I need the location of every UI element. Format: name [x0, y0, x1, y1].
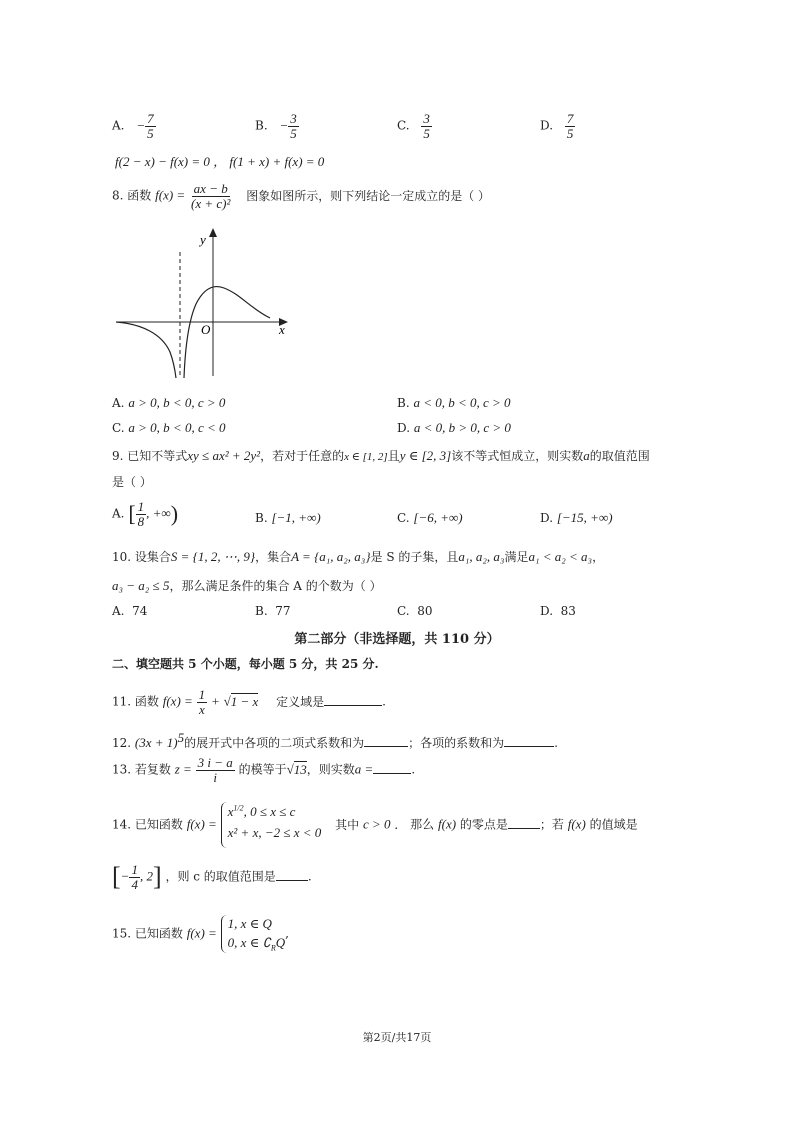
q10-stem-line2: a₃ − a₂ ≤ 5，那么满足条件的集合 A 的个数为（ ）: [112, 578, 382, 593]
sqrt-sign-icon: √: [286, 761, 294, 777]
right-branch-curve: [184, 287, 270, 378]
q10-option-c: C. 80: [397, 604, 433, 618]
y-axis-arrow-icon: [209, 228, 217, 237]
sqrt-sign-icon: √: [223, 693, 231, 709]
q11-answer-blank[interactable]: [324, 693, 382, 706]
piecewise-brace: 1, x ∈ Q 0, x ∈ $∁_RQ$: [221, 915, 285, 953]
q9-option-b: B. [−1, +∞): [255, 510, 321, 525]
q14-line1: 14. 已知函数 f(x) = $x^{1/2}$, 0 ≤ x ≤ c x² + x, −2 ≤ x < 0 其中 c > 0 ． 那么 f(x) 的零点是 ；若 f(x) 的值域是: [112, 802, 638, 848]
q9-option-c: C. [−6, +∞): [397, 510, 463, 525]
q8-option-a: A. a > 0, b < 0, c > 0: [112, 395, 226, 410]
y-axis-label: y: [200, 232, 206, 247]
q10-option-d: D. 83: [540, 604, 576, 618]
left-branch-curve: [116, 322, 176, 378]
q8-option-c: C. a > 0, b < 0, c < 0: [112, 420, 226, 435]
q14-line2: [− $\frac{1}{4}$ , 2] ，则 c 的取值范围是 .: [112, 861, 312, 892]
q7-conditions: f(2 − x) − f(x) = 0 ， f(1 + x) + f(x) = 0: [115, 154, 325, 169]
q8-function-fraction: $\frac{ax - b}{\text{(x + c)²}}$: [191, 181, 231, 211]
q14-answer-blank-1[interactable]: [508, 816, 540, 829]
q12-answer-blank-2[interactable]: [504, 734, 554, 747]
q8-stem: 8. 函数 f(x) = $\frac{ax - b}{\text{(x + c)²}}$ 图象如图所示，则下列结论一定成立的是（ ）: [112, 181, 491, 211]
q13: 13. 若复数 z = $\frac{3 i - a}{i}$ 的模等于√13，则实数a = .: [112, 755, 416, 785]
q8-function-graph: [112, 222, 292, 382]
page-footer: 第2页/共17页: [362, 1031, 432, 1044]
x-axis-label: x: [279, 322, 285, 337]
q9-stem-line1: 9. 已知不等式xy ≤ ax² + 2y²，若对于任意的x ∈ [1, 2]且y ∈ [2, 3]该不等式恒成立，则实数a的取值范围: [112, 448, 650, 463]
q9-option-a: A. [ $\frac{1}{8}$ , +∞): [112, 499, 179, 529]
q8-option-b: B. a < 0, b < 0, c > 0: [397, 395, 511, 410]
q10-stem-line1: 10. 设集合S = {1, 2, ⋯, 9}，集合A = {a₁, a₂, a₃}是 S 的子集，且a₁, a₂, a₃满足a₁ < a₂ < a₃，: [112, 549, 605, 564]
part2-title: 第二部分（非选择题，共 110 分）: [294, 632, 500, 647]
q7-option-a: A. − $\frac{7}{5}$: [112, 111, 154, 141]
q7-option-b: B. − $\frac{3}{5}$: [255, 111, 297, 141]
q12-answer-blank-1[interactable]: [364, 734, 408, 747]
q15: 15. 已知函数 f(x) = 1, x ∈ Q 0, x ∈ $∁_RQ$ ,: [112, 916, 289, 953]
q10-option-a: A. 74: [112, 604, 148, 618]
q8-option-d: D. a < 0, b > 0, c > 0: [397, 420, 511, 435]
q7-option-d: D. $\frac{7}{5}$: [540, 111, 574, 141]
q9-option-d: D. [−15, +∞): [540, 510, 613, 525]
origin-label: O: [201, 322, 211, 337]
q7-option-a-fraction: $\frac{7}{5}$: [147, 111, 154, 141]
q7-option-c: C. $\frac{3}{5}$: [397, 111, 430, 141]
q14-answer-blank-2[interactable]: [276, 868, 308, 881]
piecewise-brace: $x^{1/2}$, 0 ≤ x ≤ c x² + x, −2 ≤ x < 0: [221, 802, 322, 848]
q13-answer-blank[interactable]: [373, 761, 411, 774]
q9-stem-line2: 是（ ）: [112, 475, 152, 489]
q12: 12. $(3x + 1)^5$的展开式中各项的二项式系数和为 ；各项的系数和为 .: [112, 730, 558, 750]
section2-title: 二、填空题共 5 个小题，每小题 5 分，共 25 分.: [112, 657, 379, 671]
q10-option-b: B. 77: [255, 604, 291, 618]
q11: 11. 函数 f(x) = $\frac{1}{x}$ + √1 − x 定义域是 .: [112, 687, 386, 717]
